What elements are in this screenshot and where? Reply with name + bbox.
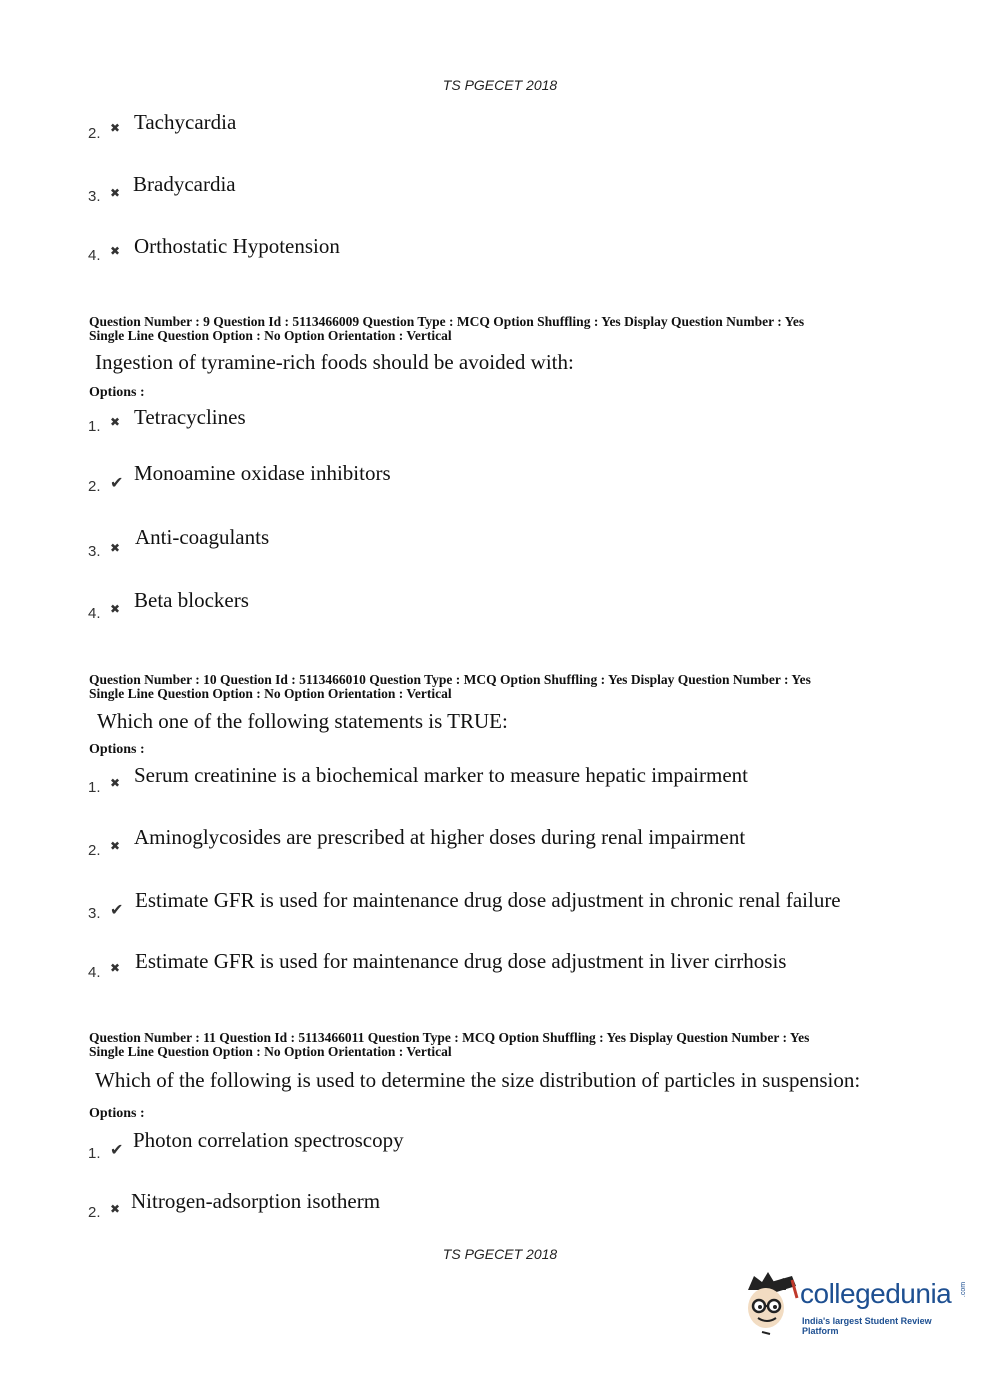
q9-meta-line-1: Question Number : 9 Question Id : 5113466009 Question Type : MCQ Option Shuffling : Yes Display Question Number : Yes <box>89 314 805 329</box>
q11-question-text: Which of the following is used to determine the size distribution of particles in suspension: <box>95 1068 861 1092</box>
q11-meta-line-1: Question Number : 11 Question Id : 5113466011 Question Type : MCQ Option Shuffling : Yes Display Question Number : Yes <box>89 1030 810 1045</box>
wrong-mark-icon: ✖ <box>110 961 121 975</box>
q11-options-label: Options : <box>89 1106 145 1121</box>
q10-meta-line-1: Question Number : 10 Question Id : 5113466010 Question Type : MCQ Option Shuffling : Yes Display Question Number : Yes <box>89 672 811 687</box>
q10-question-text: Which one of the following statements is TRUE: <box>97 709 508 733</box>
wrong-mark-icon: ✖ <box>110 415 121 429</box>
page-header: TS PGECET 2018 <box>442 77 558 93</box>
logo-tagline: India's largest Student Review Platform <box>802 1316 932 1336</box>
wrong-mark-icon: ✖ <box>110 839 121 853</box>
mascot-icon <box>740 1268 800 1338</box>
wrong-mark-icon: ✖ <box>110 776 121 790</box>
logo-suffix-text: .com <box>960 1281 968 1298</box>
q9-meta-line-2: Single Line Question Option : No Option Orientation : Vertical <box>89 328 452 343</box>
correct-mark-icon: ✔ <box>110 1140 124 1159</box>
logo-brand-text: collegedunia <box>800 1278 952 1309</box>
q11-meta-line-2: Single Line Question Option : No Option Orientation : Vertical <box>89 1044 452 1059</box>
q10-meta-line-2: Single Line Question Option : No Option Orientation : Vertical <box>89 686 452 701</box>
collegedunia-logo <box>740 1268 970 1338</box>
wrong-mark-icon: ✖ <box>110 541 121 555</box>
wrong-mark-icon: ✖ <box>110 602 121 616</box>
wrong-mark-icon: ✖ <box>110 121 121 135</box>
correct-mark-icon: ✔ <box>110 473 124 492</box>
wrong-mark-icon: ✖ <box>110 244 121 258</box>
q9-options-label: Options : <box>89 385 145 400</box>
page-footer-header: TS PGECET 2018 <box>442 1246 558 1262</box>
q10-options-label: Options : <box>89 742 145 757</box>
wrong-mark-icon: ✖ <box>110 1202 121 1216</box>
correct-mark-icon: ✔ <box>110 900 124 919</box>
wrong-mark-icon: ✖ <box>110 186 121 200</box>
q9-question-text: Ingestion of tyramine-rich foods should be avoided with: <box>95 350 574 374</box>
